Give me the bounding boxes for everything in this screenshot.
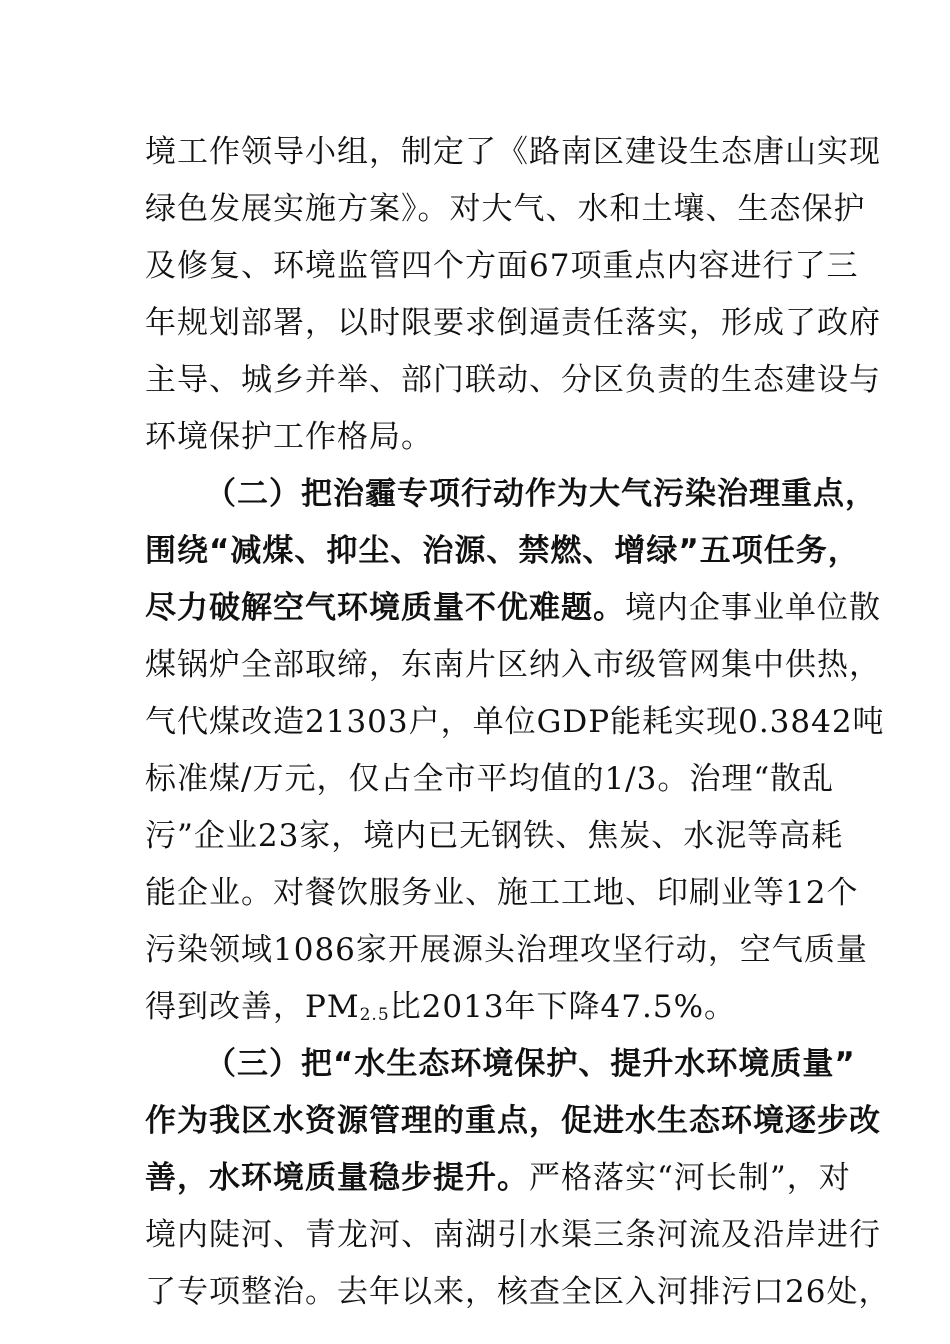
paragraph-line: 标准煤/万元，仅占全市平均值的1/3。治理“散乱 bbox=[145, 761, 835, 797]
pm-suffix: 比2013年下降47.5%。 bbox=[389, 989, 737, 1025]
paragraph-line: 气代煤改造21303户，单位GDP能耗实现0.3842吨 bbox=[145, 704, 885, 740]
paragraph-text: 严格落实“河长制”，对 bbox=[529, 1160, 851, 1196]
section-heading-line: 作为我区水资源管理的重点，促进水生态环境逐步改 bbox=[145, 1103, 881, 1139]
paragraph-line: 能企业。对餐饮服务业、施工工地、印刷业等12个 bbox=[145, 875, 859, 911]
paragraph-line: 境工作领导小组，制定了《路南区建设生态唐山实现 bbox=[145, 134, 881, 170]
section-heading-tail: 善，水环境质量稳步提升。 bbox=[145, 1160, 529, 1196]
paragraph-line: 煤锅炉全部取缔，东南片区纳入市级管网集中供热， bbox=[145, 647, 881, 683]
paragraph-line: 了专项整治。去年以来，核查全区入河排污口26处， bbox=[145, 1274, 891, 1310]
mixed-line bbox=[145, 1152, 851, 1204]
paragraph-line bbox=[145, 981, 825, 1033]
paragraph-line: 环境保护工作格局。 bbox=[145, 419, 433, 455]
paragraph-line: 污”企业23家，境内已无钢铁、焦炭、水泥等高耗 bbox=[145, 818, 844, 854]
paragraph-line: 绿色发展实施方案》。对大气、水和土壤、生态保护 bbox=[145, 191, 866, 227]
section-heading-tail: 尽力破解空气环境质量不优难题。 bbox=[145, 590, 625, 626]
paragraph-line: 年规划部署，以时限要求倒逼责任落实，形成了政府 bbox=[145, 305, 881, 341]
pm-prefix: 得到改善，PM bbox=[145, 989, 360, 1025]
pm-subscript: 2.5 bbox=[359, 1005, 390, 1025]
paragraph-line: 境内陡河、青龙河、南湖引水渠三条河流及沿岸进行 bbox=[145, 1217, 881, 1253]
section-heading-line: 围绕“减煤、抑尘、治源、禁燃、增绿”五项任务， bbox=[145, 533, 860, 569]
paragraph-line: 污染领域1086家开展源头治理攻坚行动，空气质量 bbox=[145, 932, 868, 968]
section-heading-line: （二）把治霾专项行动作为大气污染治理重点， bbox=[205, 476, 877, 512]
mixed-line bbox=[145, 582, 881, 634]
section-heading-line: （三）把“水生态环境保护、提升水环境质量” bbox=[205, 1046, 856, 1082]
paragraph-line: 主导、城乡并举、部门联动、分区负责的生态建设与 bbox=[145, 362, 881, 398]
paragraph-text: 境内企事业单位散 bbox=[625, 590, 881, 626]
paragraph-line: 及修复、环境监管四个方面67项重点内容进行了三 bbox=[145, 248, 859, 284]
